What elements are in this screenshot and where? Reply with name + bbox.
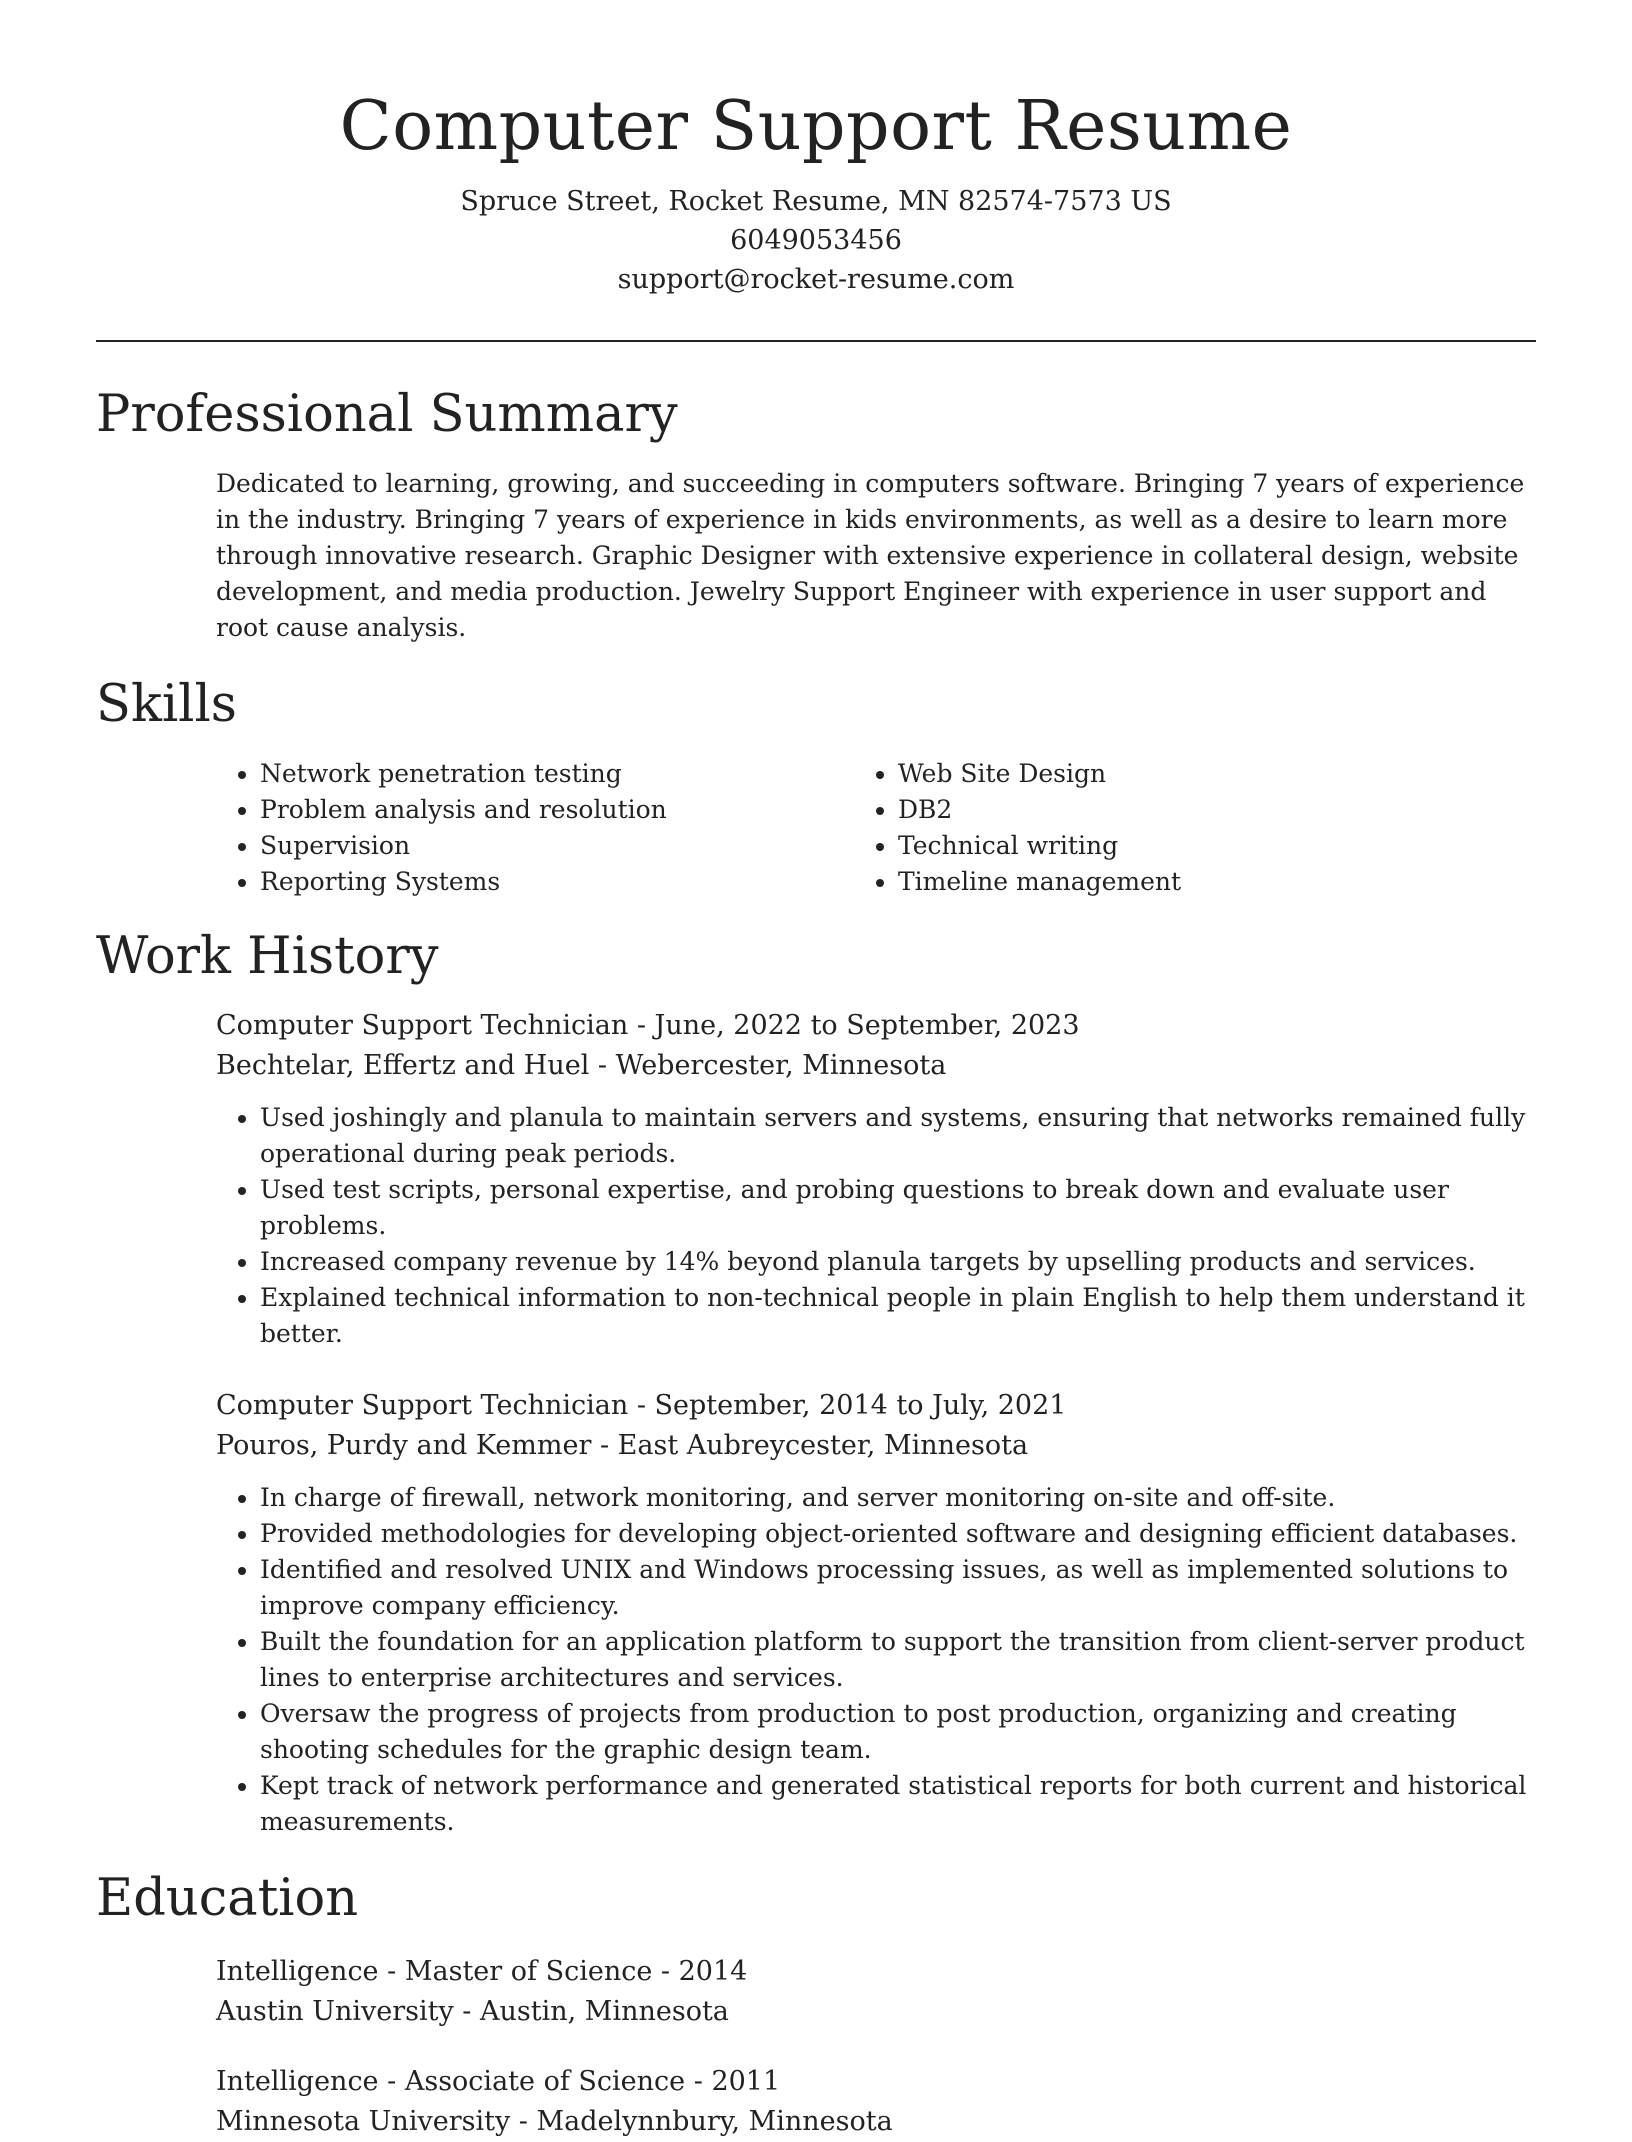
education-school-line: Minnesota University - Madelynnbury, Minnesota <box>216 2106 893 2137</box>
summary-section <box>96 384 1536 646</box>
job-entry <box>96 1006 1536 1352</box>
job-bullet: • Used test scripts, personal expertise, and probing questions to break down and evaluate user problems. <box>260 1172 1536 1244</box>
header-divider <box>96 340 1536 342</box>
job-bullet: • Kept track of network performance and generated statistical reports for both current and historical measurements. <box>260 1768 1536 1840</box>
job-title-line: Computer Support Technician - September, 2014 to July, 2021 <box>216 1390 1067 1421</box>
skill-item: • Technical writing <box>898 828 1536 864</box>
skill-item: • Problem analysis and resolution <box>260 792 898 828</box>
education-year: 2011 <box>711 2066 781 2097</box>
education-section <box>96 1868 1536 2142</box>
skills-column-right <box>898 756 1536 900</box>
job-location: Webercester, Minnesota <box>615 1050 947 1081</box>
job-bullet: • Increased company revenue by 14% beyond planula targets by upselling products and services. <box>260 1244 1536 1280</box>
contact-block <box>96 182 1536 299</box>
skills-list <box>96 756 1536 900</box>
job-bullet: • Identified and resolved UNIX and Windows processing issues, as well as implemented solutions to improve company efficiency. <box>260 1552 1536 1624</box>
education-heading: Education <box>96 1869 359 1928</box>
job-bullets <box>216 1480 1536 1840</box>
skill-item: • Reporting Systems <box>260 864 898 900</box>
job-dates: September, 2014 to July, 2021 <box>654 1390 1067 1421</box>
education-school: Minnesota University <box>216 2106 511 2137</box>
education-year: 2014 <box>678 1956 748 1987</box>
education-location: Madelynnbury, Minnesota <box>536 2106 893 2137</box>
education-degree: Associate of Science <box>404 2066 686 2097</box>
job-bullet: • In charge of firewall, network monitoring, and server monitoring on-site and off-site. <box>260 1480 1536 1516</box>
contact-address: Spruce Street, Rocket Resume, MN 82574-7573 US <box>460 186 1172 217</box>
skill-item: • Network penetration testing <box>260 756 898 792</box>
job-title-line: Computer Support Technician - June, 2022 to September, 2023 <box>216 1010 1080 1041</box>
resume-header <box>96 0 1536 299</box>
job-title: Computer Support Technician <box>216 1390 629 1421</box>
skills-section <box>96 674 1536 900</box>
resume-title: Computer Support Resume <box>339 87 1293 166</box>
skill-item: • Supervision <box>260 828 898 864</box>
job-location: East Aubreycester, Minnesota <box>617 1430 1029 1461</box>
education-entry <box>96 2062 1536 2142</box>
job-entry <box>96 1386 1536 1840</box>
job-title: Computer Support Technician <box>216 1010 629 1041</box>
job-bullet: • Built the foundation for an application platform to support the transition from client-server product lines to enterprise architectures and services. <box>260 1624 1536 1696</box>
education-location: Austin, Minnesota <box>480 1996 729 2027</box>
education-entry <box>96 1952 1536 2032</box>
job-company: Bechtelar, Effertz and Huel <box>216 1050 590 1081</box>
job-dates: June, 2022 to September, 2023 <box>654 1010 1080 1041</box>
skill-item: • Web Site Design <box>898 756 1536 792</box>
job-company: Pouros, Purdy and Kemmer <box>216 1430 592 1461</box>
summary-heading: Professional Summary <box>96 385 678 444</box>
work-history-heading: Work History <box>96 927 439 986</box>
job-bullets <box>216 1100 1536 1352</box>
skills-column-left <box>216 756 898 900</box>
education-degree-line: Intelligence - Master of Science - 2014 <box>216 1956 748 1987</box>
job-bullet: • Explained technical information to non-technical people in plain English to help them understand it better. <box>260 1280 1536 1352</box>
skill-item: • Timeline management <box>898 864 1536 900</box>
contact-email: support@rocket-resume.com <box>617 264 1015 295</box>
skill-item: • DB2 <box>898 792 1536 828</box>
education-field: Intelligence <box>216 1956 379 1987</box>
contact-phone: 6049053456 <box>730 225 902 256</box>
job-company-line: Bechtelar, Effertz and Huel - Webercester, Minnesota <box>216 1050 947 1081</box>
job-bullet: • Oversaw the progress of projects from production to post production, organizing and creating shooting schedules for the graphic design team. <box>260 1696 1536 1768</box>
education-degree: Master of Science <box>404 1956 653 1987</box>
education-school: Austin University <box>216 1996 454 2027</box>
job-bullet: • Used joshingly and planula to maintain servers and systems, ensuring that networks remained fully operational during peak periods. <box>260 1100 1536 1172</box>
work-history-section <box>96 926 1536 1840</box>
education-field: Intelligence <box>216 2066 379 2097</box>
summary-text: Dedicated to learning, growing, and succeeding in computers software. Bringing 7 years of experience in the industry. Bringing 7 years of experience in kids environments, as well as a desire to learn more through innovative research. Graphic Designer with extensive experience in collateral design, website development, and media production. Jewelry Support Engineer with experience in user support and root cause analysis. <box>216 469 1525 642</box>
job-bullet: • Provided methodologies for developing object-oriented software and designing efficient databases. <box>260 1516 1536 1552</box>
education-degree-line: Intelligence - Associate of Science - 2011 <box>216 2066 781 2097</box>
education-school-line: Austin University - Austin, Minnesota <box>216 1996 729 2027</box>
job-company-line: Pouros, Purdy and Kemmer - East Aubreycester, Minnesota <box>216 1430 1029 1461</box>
skills-heading: Skills <box>96 675 237 734</box>
